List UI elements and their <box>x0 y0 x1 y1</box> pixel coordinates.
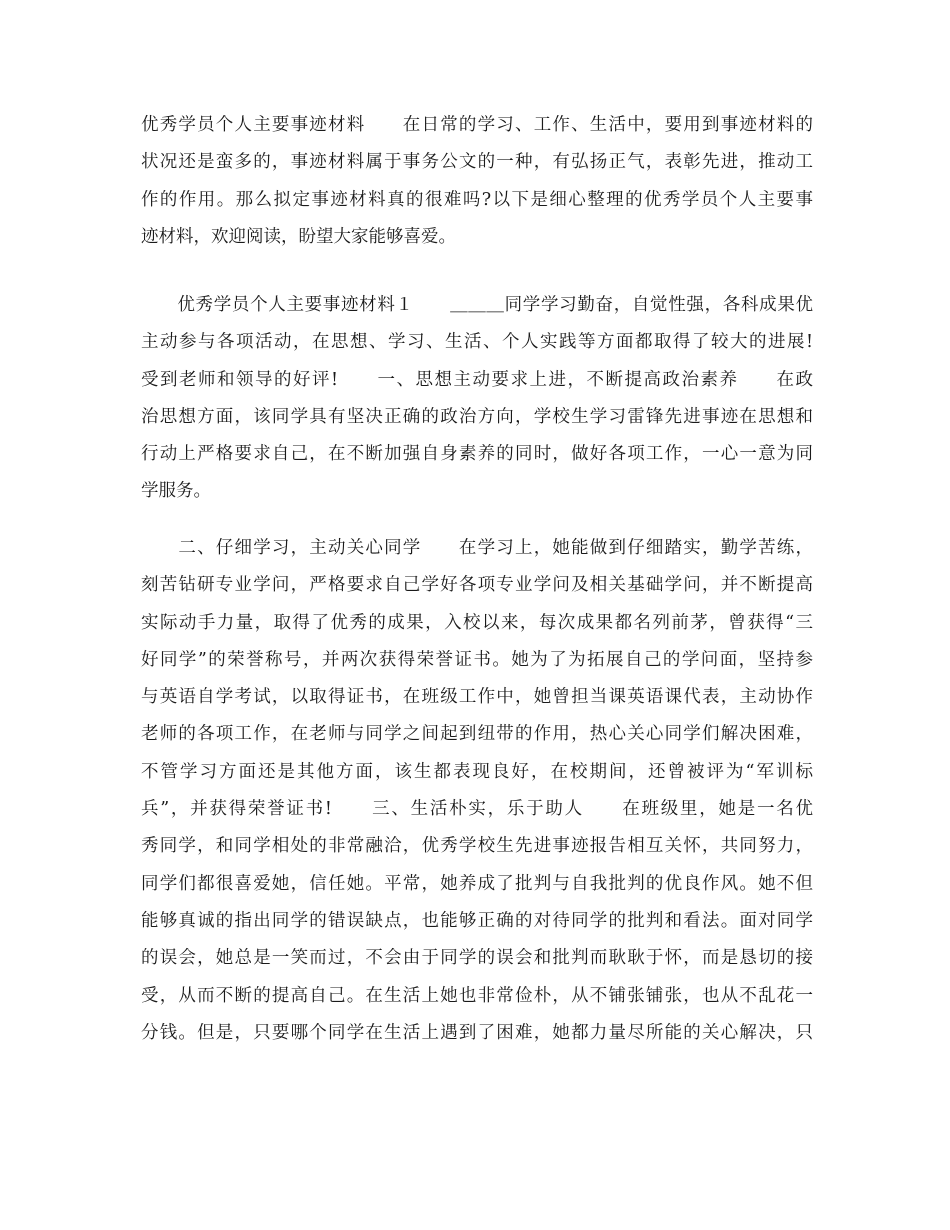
text-line: 学服务。 <box>141 481 211 502</box>
text-line: 刻苦钻研专业学问，严格要求自己学好各项专业学问及相关基础学问，并不断提高 <box>141 575 813 596</box>
text-line: 能够真诚的指出同学的错误缺点，也能够正确的对待同学的批判和看法。面对同学 <box>141 910 813 931</box>
text-line: 优秀学员个人主要事迹材料１ ＿＿＿同学学习勤奋，自觉性强，各科成果优 <box>177 295 813 315</box>
text-line: 好同学”的荣誉称号，并两次获得荣誉证书。她为了为拓展自己的学问面，坚持参 <box>141 649 813 670</box>
text-line: 老师的各项工作，在老师与同学之间起到纽带的作用，热心关心同学们解决困难， <box>141 724 813 745</box>
text-line: 作的作用。那么拟定事迹材料真的很难吗?以下是细心整理的优秀学员个人主要事 <box>141 189 813 210</box>
text-line: 兵”，并获得荣誉证书! 三、生活朴实，乐于助人 在班级里，她是一名优 <box>141 799 813 820</box>
text-line: 秀同学，和同学相处的非常融洽，优秀学校生先进事迹报告相互关怀，共同努力， <box>141 836 813 857</box>
text-line: 受，从而不断的提高自己。在生活上她也非常俭朴，从不铺张铺张，也从不乱花一 <box>141 985 813 1006</box>
text-line: 同学们都很喜爱她，信任她。平常，她养成了批判与自我批判的优良作风。她不但 <box>141 873 813 894</box>
text-line: 分钱。但是，只要哪个同学在生活上遇到了困难，她都力量尽所能的关心解决，只 <box>141 1022 813 1043</box>
text-line: 优秀学员个人主要事迹材料 在日常的学习、工作、生活中，要用到事迹材料的 <box>141 115 813 135</box>
text-line: 实际动手力量，取得了优秀的成果，入校以来，每次成果都名列前茅，曾获得“三 <box>141 612 813 633</box>
text-line: 行动上严格要求自己，在不断加强自身素养的同时，做好各项工作，一心一意为同 <box>141 444 813 465</box>
text-line: 主动参与各项活动，在思想、学习、生活、个人实践等方面都取得了较大的进展! <box>141 332 813 353</box>
text-line: 不管学习方面还是其他方面，该生都表现良好，在校期间，还曾被评为“军训标 <box>141 761 813 782</box>
paragraph-section-one <box>141 287 813 511</box>
text-line: 与英语自学考试，以取得证书，在班级工作中，她曾担当课英语课代表，主动协作 <box>141 687 813 708</box>
text-line: 治思想方面，该同学具有坚决正确的政治方向，学校生学习雷锋先进事迹在思想和 <box>141 406 813 427</box>
text-line: 迹材料，欢迎阅读，盼望大家能够喜爱。 <box>141 226 456 247</box>
paragraph-intro <box>141 107 813 256</box>
text-line: 二、仔细学习，主动关心同学 在学习上，她能做到仔细踏实，勤学苦练， <box>141 538 813 558</box>
text-line: 状况还是蛮多的，事迹材料属于事务公文的一种，有弘扬正气，表彰先进，推动工 <box>141 152 813 173</box>
text-line: 受到老师和领导的好评! 一、思想主动要求上进，不断提高政治素养 在政 <box>141 369 813 390</box>
paragraph-section-two <box>141 530 813 1052</box>
text-line: 的误会，她总是一笑而过，不会由于同学的误会和批判而耿耿于怀，而是恳切的接 <box>141 948 813 969</box>
